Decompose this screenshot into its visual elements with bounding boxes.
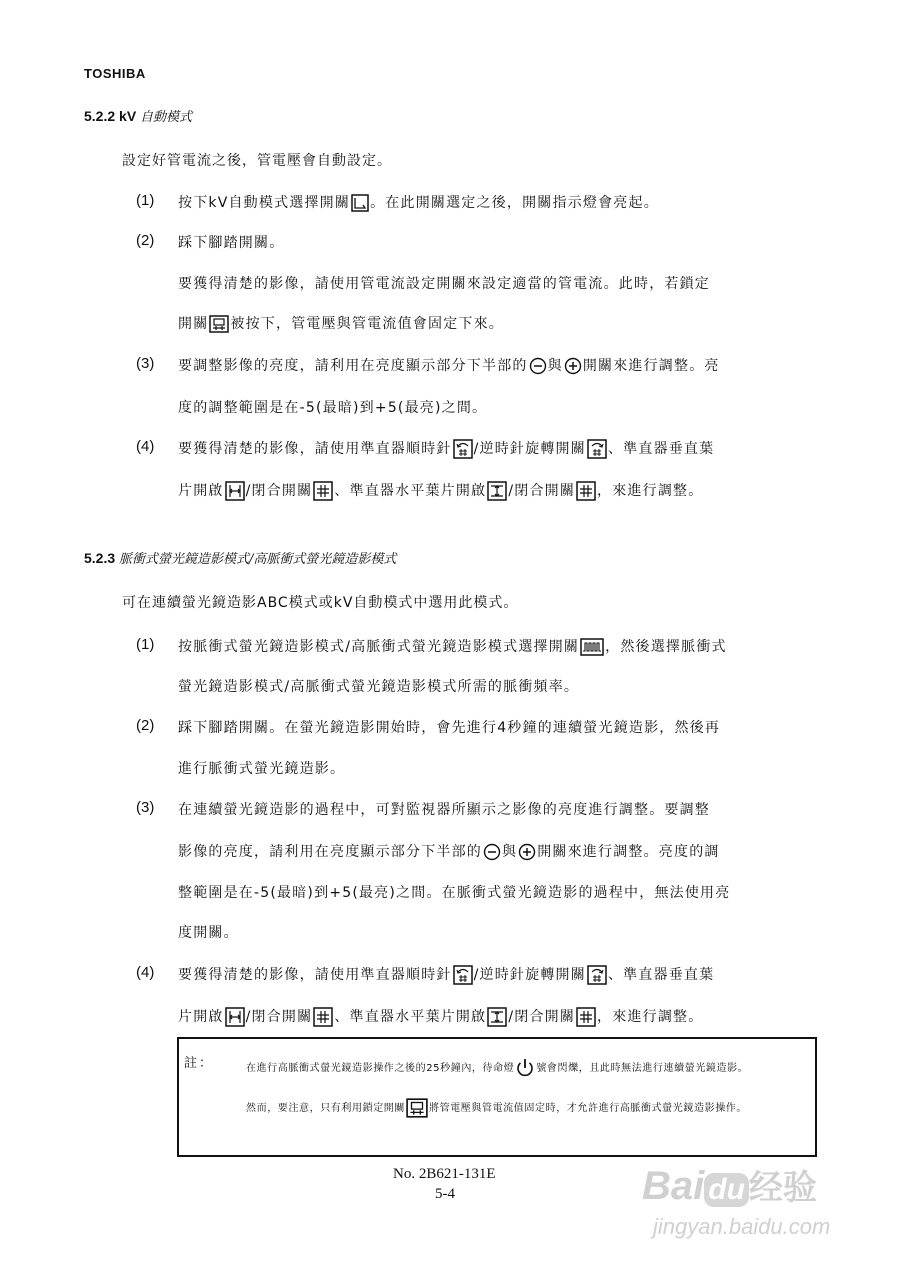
horizontal-blade-open-icon (487, 481, 507, 501)
item-number: (2) (136, 717, 155, 734)
section-heading-522 (84, 106, 192, 125)
pulse-mode-switch-icon (580, 638, 604, 656)
item-text: 要調整影像的亮度，請利用在亮度顯示部分下半部的 與 開關來進行調整。亮 (178, 358, 720, 374)
item-number: (1) (136, 192, 155, 209)
baidu-watermark-url: jingyan.baidu.com (653, 1214, 831, 1239)
vertical-blade-close-icon (313, 1007, 333, 1027)
vertical-blade-open-icon (225, 1007, 245, 1027)
note-line-2: 然而，要注意，只有利用鎖定開關 將管電壓與管電流值固定時，才允許進行高脈衝式螢光鏡造影操作。 (246, 1098, 747, 1118)
item-number: (1) (136, 636, 155, 653)
item-text: 要獲得清楚的影像，請使用準直器順時針 /逆時針旋轉開關 、準直器垂直葉 (178, 441, 715, 457)
section-intro: 設定好管電流之後，管電壓會自動設定。 (122, 153, 392, 169)
brand-logo: TOSHIBA (84, 66, 146, 81)
lock-switch-icon (406, 1098, 428, 1118)
item-text: 度的調整範圍是在-5(最暗)到+5(最亮)之間。 (178, 400, 488, 416)
vertical-blade-open-icon (225, 481, 245, 501)
note-label: 註： (184, 1056, 215, 1071)
item-number: (4) (136, 438, 155, 455)
section-number: 5.2.2 kV (84, 108, 137, 124)
item-text: 影像的亮度，請利用在亮度顯示部分下半部的 與 開關來進行調整。亮度的調 (178, 844, 720, 860)
item-text: 踩下腳踏開關。在螢光鏡造影開始時，會先進行4秒鐘的連續螢光鏡造影，然後再 (178, 720, 721, 736)
item-text: 度開關。 (178, 925, 239, 941)
baidu-watermark: Bai du 经验 (642, 1164, 817, 1208)
item-text: 整範圍是在-5(最暗)到+5(最亮)之間。在脈衝式螢光鏡造影的過程中，無法使用亮 (178, 885, 731, 901)
section-number: 5.2.3 (84, 550, 116, 566)
collimator-cw-rotate-icon (453, 965, 473, 985)
collimator-ccw-rotate-icon (587, 439, 607, 459)
horizontal-blade-close-icon (576, 1007, 596, 1027)
item-text: 在連續螢光鏡造影的過程中，可對監視器所顯示之影像的亮度進行調整。要調整 (178, 802, 710, 818)
lock-switch-icon (209, 315, 229, 333)
note-line-1: 在進行高脈衝式螢光鏡造影操作之後的25秒鐘內，待命燈 號會閃爍，且此時無法進行連續螢光鏡造影。 (246, 1057, 748, 1079)
item-number: (3) (136, 355, 155, 372)
item-text: 踩下腳踏開關。 (178, 235, 285, 251)
item-text: 開關 被按下，管電壓與管電流值會固定下來。 (178, 316, 505, 332)
doc-number: No. 2B621-131E (393, 1166, 496, 1182)
plus-circle-icon (518, 843, 536, 861)
item-text: 按脈衝式螢光鏡造影模式/高脈衝式螢光鏡造影模式選擇開關 ，然後選擇脈衝式 (178, 639, 727, 655)
item-text: 按下kV自動模式選擇開關 。在此開關選定之後，開關指示燈會亮起。 (178, 195, 659, 211)
item-text: 片開啟 /閉合開關 、準直器水平葉片開啟 /閉合開關 ，來進行調整。 (178, 1009, 704, 1025)
vertical-blade-close-icon (313, 481, 333, 501)
section-intro: 可在連續螢光鏡造影ABC模式或kV自動模式中選用此模式。 (122, 595, 519, 611)
item-text: 要獲得清楚的影像，請使用準直器順時針 /逆時針旋轉開關 、準直器垂直葉 (178, 967, 715, 983)
section-title: 自動模式 (140, 110, 193, 125)
horizontal-blade-close-icon (576, 481, 596, 501)
item-number: (4) (136, 964, 155, 981)
collimator-cw-rotate-icon (453, 439, 473, 459)
horizontal-blade-open-icon (487, 1007, 507, 1027)
minus-circle-icon (529, 357, 547, 375)
power-standby-icon (515, 1057, 535, 1079)
minus-circle-icon (483, 843, 501, 861)
collimator-ccw-rotate-icon (587, 965, 607, 985)
item-text: 螢光鏡造影模式/高脈衝式螢光鏡造影模式所需的脈衝頻率。 (178, 679, 580, 695)
item-text: 進行脈衝式螢光鏡造影。 (178, 761, 346, 777)
section-heading-523 (84, 548, 396, 567)
item-text: 要獲得清楚的影像，請使用管電流設定開關來設定適當的管電流。此時，若鎖定 (178, 276, 710, 292)
page-number: 5-4 (435, 1186, 455, 1202)
kv-auto-switch-icon (351, 194, 369, 212)
plus-circle-icon (564, 357, 582, 375)
note-box (177, 1037, 817, 1157)
section-title: 脈衝式螢光鏡造影模式/高脈衝式螢光鏡造影模式 (119, 552, 397, 567)
item-number: (2) (136, 232, 155, 249)
item-text: 片開啟 /閉合開關 、準直器水平葉片開啟 /閉合開關 ，來進行調整。 (178, 483, 704, 499)
item-number: (3) (136, 799, 155, 816)
